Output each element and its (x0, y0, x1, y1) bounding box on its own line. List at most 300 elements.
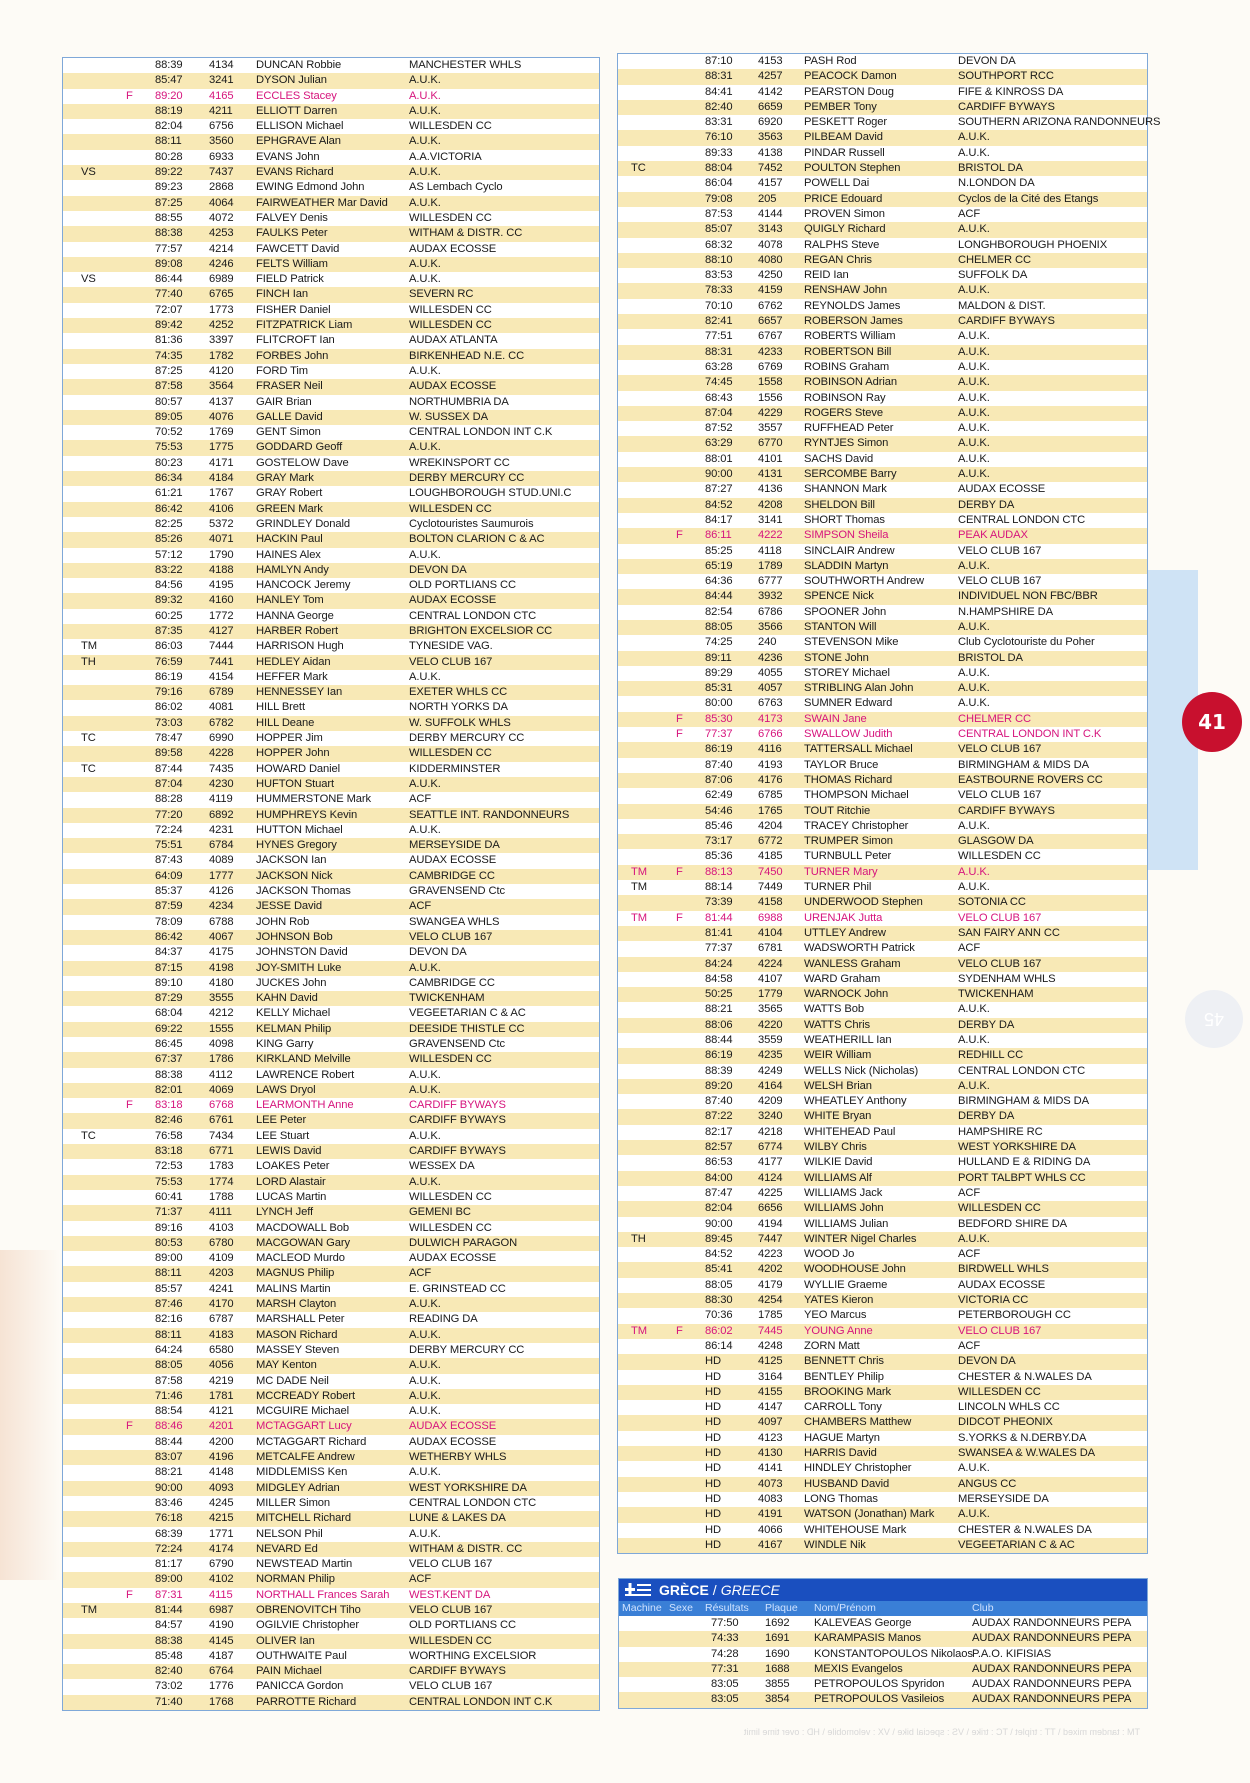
result-cell: 88:05 (705, 620, 733, 633)
result-cell: 89:20 (705, 1079, 733, 1092)
plate-cell: 4241 (209, 1282, 234, 1295)
result-cell: 84:17 (705, 513, 733, 526)
club-cell: A.U.K. (958, 330, 990, 343)
name-cell: HACKIN Paul (256, 533, 323, 546)
result-cell: 86:42 (155, 502, 183, 515)
table-row (618, 849, 1147, 864)
name-cell: TURNER Mary (804, 865, 878, 878)
plate-cell: 4157 (758, 177, 783, 190)
table-row (63, 486, 599, 501)
name-cell: WILLIAMS Alf (804, 1171, 872, 1184)
result-cell: 89:05 (155, 410, 183, 423)
plate-cell: 4093 (209, 1481, 234, 1494)
name-cell: NORMAN Philip (256, 1573, 335, 1586)
result-cell: HD (705, 1492, 721, 1505)
name-cell: JACKSON Thomas (256, 885, 351, 898)
greece-section (618, 1578, 1148, 1709)
club-cell: VELO CLUB 167 (958, 544, 1042, 557)
club-cell: WILLESDEN CC (409, 747, 492, 760)
plate-cell: 3563 (758, 131, 783, 144)
name-cell: HOPPER Jim (256, 732, 323, 745)
plate-cell: 1781 (209, 1389, 234, 1402)
name-cell: WHITEHEAD Paul (804, 1125, 896, 1138)
plate-cell: 4109 (209, 1252, 234, 1265)
name-cell: SHORT Thomas (804, 513, 885, 526)
table-row (618, 100, 1147, 115)
plate-cell: 4165 (209, 89, 234, 102)
name-cell: GRAY Robert (256, 487, 323, 500)
plate-cell: 6657 (758, 315, 783, 328)
name-cell: URENJAK Jutta (804, 911, 883, 924)
name-cell: LEARMONTH Anne (256, 1099, 354, 1112)
club-cell: A.U.K. (958, 1034, 990, 1046)
club-cell: CARDIFF BYWAYS (409, 1099, 506, 1112)
table-row (63, 777, 599, 792)
col-header-club: Club (972, 1602, 994, 1614)
club-cell: WILLESDEN CC (409, 120, 492, 133)
table-row (618, 1446, 1147, 1461)
table-row (63, 104, 599, 119)
plate-cell: 4057 (758, 682, 783, 695)
greece-rows (619, 1616, 1147, 1708)
plate-cell: 4187 (209, 1649, 234, 1662)
plate-cell: 7434 (209, 1129, 234, 1142)
table-row (618, 1538, 1147, 1553)
result-cell: 77:37 (705, 728, 733, 741)
table-row (618, 268, 1147, 283)
table-row (63, 89, 599, 104)
table-row (618, 314, 1147, 329)
plate-cell: 1690 (765, 1647, 790, 1660)
club-cell: CARDIFF BYWAYS (958, 100, 1055, 113)
club-cell: A.U.K. (958, 620, 990, 633)
club-cell: A.A.VICTORIA (409, 150, 482, 163)
result-cell: 86:44 (155, 273, 183, 286)
name-cell: MACLEOD Murdo (256, 1252, 345, 1265)
table-row (618, 544, 1147, 559)
plate-cell: 1555 (209, 1022, 234, 1035)
table-row (618, 742, 1147, 757)
table-row (63, 257, 599, 272)
club-cell: WILLESDEN CC (409, 1221, 492, 1234)
result-cell: 89:00 (155, 1573, 183, 1586)
table-row (63, 1190, 599, 1205)
name-cell: STONE John (804, 651, 869, 664)
result-cell: 87:22 (705, 1110, 733, 1123)
plate-cell: 6788 (209, 915, 234, 928)
name-cell: ROBINSON Adrian (804, 376, 898, 389)
club-cell: WEST YORKSHIRE DA (958, 1141, 1076, 1154)
club-cell: VELO CLUB 167 (409, 1680, 493, 1693)
table-row (63, 1618, 599, 1633)
club-cell: A.U.K. (409, 1083, 441, 1096)
club-cell: CAMBRIDGE CC (409, 976, 495, 989)
table-row (618, 1201, 1147, 1216)
name-cell: OGILVIE Christopher (256, 1619, 359, 1632)
result-cell: 77:37 (705, 942, 733, 955)
table-row (63, 685, 599, 700)
plate-cell: 4249 (758, 1064, 783, 1077)
table-row (619, 1662, 1147, 1677)
plate-cell: 4203 (209, 1267, 234, 1280)
name-cell: HUMMERSTONE Mark (256, 793, 372, 806)
name-cell: HANLEY Tom (256, 594, 324, 607)
name-cell: PESKETT Roger (804, 116, 888, 129)
club-cell: WITHAM & DISTR. CC (409, 227, 523, 240)
table-row (63, 1511, 599, 1526)
result-cell: 81:41 (705, 926, 733, 939)
name-cell: NORTHALL Frances Sarah (256, 1588, 390, 1601)
name-cell: RYNTJES Simon (804, 437, 889, 450)
result-cell: 88:30 (705, 1294, 733, 1307)
sex-cell: F (676, 911, 683, 924)
club-cell: VELO CLUB 167 (409, 1603, 493, 1616)
name-cell: TRUMPER Simon (804, 835, 893, 848)
table-row (63, 869, 599, 884)
club-cell: AUDAX RANDONNEURS PEPA (972, 1632, 1132, 1645)
result-cell: HD (705, 1385, 721, 1398)
table-row (618, 1293, 1147, 1308)
plate-cell: 4066 (758, 1523, 783, 1536)
club-cell: FIFE & KINROSS DA (958, 85, 1064, 98)
plate-cell: 4055 (758, 666, 783, 679)
name-cell: WILBY Chris (804, 1141, 867, 1154)
name-cell: WHITEHOUSE Mark (804, 1523, 907, 1536)
name-cell: WHEATLEY Anthony (804, 1095, 907, 1108)
plate-cell: 4073 (758, 1477, 783, 1490)
plate-cell: 6762 (758, 299, 783, 312)
name-cell: KELLY Michael (256, 1007, 331, 1020)
plate-cell: 4211 (209, 104, 233, 117)
table-row (63, 150, 599, 165)
name-cell: TURNBULL Peter (804, 850, 892, 863)
plate-cell: 4145 (209, 1634, 234, 1647)
name-cell: ROBINS Graham (804, 360, 890, 373)
table-row (63, 1251, 599, 1266)
col-header-machine: Machine (622, 1602, 662, 1614)
club-cell: WILLESDEN CC (958, 850, 1041, 863)
table-row (63, 1435, 599, 1450)
table-row (63, 1358, 599, 1373)
table-row (63, 792, 599, 807)
result-cell: 64:24 (155, 1343, 183, 1356)
result-cell: 83:53 (705, 269, 733, 282)
table-row (63, 639, 599, 654)
result-cell: 77:57 (155, 242, 183, 255)
name-cell: MASON Richard (256, 1328, 338, 1341)
table-row (618, 1415, 1147, 1430)
machine-cell: TM (631, 1324, 647, 1337)
result-cell: 86:02 (705, 1324, 733, 1337)
club-cell: PEAK AUDAX (958, 529, 1028, 542)
name-cell: WARD Graham (804, 972, 881, 985)
plate-cell: 3241 (209, 74, 234, 87)
result-cell: 87:40 (705, 1095, 733, 1108)
club-cell: ACF (409, 900, 432, 913)
plate-cell: 4191 (758, 1508, 783, 1521)
club-cell: A.U.K. (958, 682, 990, 695)
result-cell: 71:46 (155, 1389, 183, 1402)
name-cell: HUTTON Michael (256, 823, 343, 836)
plate-cell: 1790 (209, 548, 234, 561)
table-row (618, 1354, 1147, 1369)
plate-cell: 4123 (758, 1431, 783, 1444)
club-cell: DERBY MERCURY CC (409, 472, 525, 485)
machine-cell: TH (81, 655, 96, 668)
club-cell: KIDDERMINSTER (409, 762, 501, 775)
name-cell: SWALLOW Judith (804, 728, 893, 741)
result-cell: 82:41 (705, 315, 733, 328)
result-cell: 85:07 (705, 223, 733, 236)
table-row (618, 360, 1147, 375)
result-cell: 78:33 (705, 284, 733, 297)
result-cell: 84:00 (705, 1171, 733, 1184)
club-cell: EASTBOURNE ROVERS CC (958, 773, 1103, 786)
name-cell: MIDDLEMISS Ken (256, 1466, 348, 1479)
plate-cell: 4078 (758, 238, 783, 251)
result-cell: 70:36 (705, 1309, 733, 1322)
club-cell: SEVERN RC (409, 288, 474, 301)
club-cell: VELO CLUB 167 (958, 789, 1042, 802)
plate-cell: 4138 (758, 146, 783, 159)
table-row (619, 1647, 1147, 1662)
club-cell: AUDAX ECOSSE (409, 1435, 497, 1448)
plate-cell: 3555 (209, 992, 234, 1005)
table-row (63, 1328, 599, 1343)
club-cell: A.U.K. (958, 345, 990, 358)
result-cell: 87:10 (705, 55, 733, 67)
plate-cell: 4130 (758, 1447, 783, 1460)
plate-cell: 4200 (209, 1435, 234, 1448)
plate-cell: 4064 (209, 196, 234, 209)
table-row (618, 1217, 1147, 1232)
club-cell: A.U.K. (958, 391, 990, 404)
club-cell: A.U.K. (958, 1232, 990, 1245)
name-cell: REYNOLDS James (804, 299, 901, 312)
plate-cell: 1765 (758, 804, 783, 817)
table-row (618, 130, 1147, 145)
name-cell: REGAN Chris (804, 253, 872, 266)
result-cell: 63:29 (705, 437, 733, 450)
plate-cell: 3566 (758, 620, 783, 633)
name-cell: KALEVEAS George (814, 1617, 912, 1629)
name-cell: FRASER Neil (256, 380, 323, 393)
name-cell: WADSWORTH Patrick (804, 942, 915, 955)
plate-cell: 4248 (758, 1339, 783, 1352)
plate-cell: 6764 (209, 1665, 234, 1678)
name-cell: FAULKS Peter (256, 227, 328, 240)
table-row (618, 54, 1147, 69)
result-cell: 81:44 (705, 911, 733, 924)
table-row (618, 1186, 1147, 1201)
table-row (63, 548, 599, 563)
club-cell: BIRKENHEAD N.E. CC (409, 349, 525, 362)
table-row (618, 452, 1147, 467)
result-cell: 88:21 (155, 1466, 183, 1479)
result-cell: 88:38 (155, 1634, 183, 1647)
name-cell: FELTS William (256, 257, 328, 270)
result-cell: 77:50 (711, 1617, 739, 1629)
result-cell: 86:19 (155, 670, 183, 683)
table-row (63, 746, 599, 761)
plate-cell: 4223 (758, 1248, 783, 1261)
name-cell: MEXIS Evangelos (814, 1662, 903, 1675)
club-cell: WILLESDEN CC (409, 502, 492, 515)
result-cell: 88:38 (155, 227, 183, 240)
club-cell: BIRMINGHAM & MIDS DA (958, 758, 1090, 771)
name-cell: YEO Marcus (804, 1309, 867, 1322)
result-cell: 82:16 (155, 1313, 183, 1326)
name-cell: PEMBER Tony (804, 100, 877, 113)
club-cell: A.U.K. (409, 961, 441, 974)
result-cell: 70:52 (155, 426, 183, 439)
plate-cell: 7435 (209, 762, 234, 775)
plate-cell: 4153 (758, 55, 783, 67)
club-cell: A.U.K. (409, 823, 441, 836)
plate-cell: 4184 (209, 472, 234, 485)
sex-cell: F (676, 1324, 683, 1337)
name-cell: MALINS Martin (256, 1282, 331, 1295)
name-cell: PRICE Edouard (804, 192, 883, 205)
plate-cell: 1556 (758, 391, 783, 404)
name-cell: STRIBLING Alan John (804, 682, 914, 695)
table-row (618, 146, 1147, 161)
club-cell: A.U.K. (958, 819, 990, 832)
table-row (63, 1205, 599, 1220)
table-row (618, 972, 1147, 987)
name-cell: EWING Edmond John (256, 181, 365, 194)
club-cell: AUDAX ECOSSE (409, 1252, 497, 1265)
result-cell: 68:43 (705, 391, 733, 404)
background-wash-peach (0, 1250, 60, 1580)
table-row (63, 1159, 599, 1174)
table-row (63, 853, 599, 868)
plate-cell: 6780 (209, 1236, 234, 1249)
result-cell: 83:46 (155, 1496, 183, 1509)
club-cell: VELO CLUB 167 (958, 957, 1042, 970)
table-row (63, 1175, 599, 1190)
result-cell: 86:04 (705, 177, 733, 190)
result-cell: 82:04 (705, 1202, 733, 1215)
name-cell: JACKSON Ian (256, 854, 327, 867)
result-cell: 84:58 (705, 972, 733, 985)
result-cell: 88:11 (155, 135, 182, 148)
table-row (63, 1083, 599, 1098)
name-cell: LONG Thomas (804, 1492, 878, 1505)
club-cell: A.U.K. (409, 1374, 441, 1387)
table-row (618, 207, 1147, 222)
name-cell: HUMPHREYS Kevin (256, 808, 358, 821)
name-cell: WOOD Jo (804, 1248, 855, 1261)
result-cell: 87:44 (155, 762, 183, 775)
name-cell: FINCH Ian (256, 288, 308, 301)
club-cell: ACF (958, 207, 981, 220)
table-row (63, 410, 599, 425)
table-row (63, 456, 599, 471)
greece-column-headers (619, 1601, 1147, 1616)
plate-cell: 4194 (758, 1217, 783, 1230)
result-cell: HD (705, 1431, 721, 1444)
club-cell: A.U.K. (409, 74, 441, 87)
plate-cell: 4116 (758, 743, 782, 756)
result-cell: 88:14 (705, 881, 733, 894)
table-row (63, 945, 599, 960)
club-cell: A.U.K. (409, 1527, 441, 1540)
name-cell: WELLS Nick (Nicholas) (804, 1064, 919, 1077)
club-cell: CENTRAL LONDON INT C.K (409, 1695, 553, 1708)
club-cell: SWANGEA WHLS (409, 915, 500, 928)
result-cell: 84:41 (705, 85, 733, 98)
plate-cell: 6786 (758, 605, 783, 618)
result-cell: 88:06 (705, 1018, 733, 1031)
result-cell: 85:36 (705, 850, 733, 863)
plate-cell: 3143 (758, 223, 783, 236)
plate-cell: 4250 (758, 269, 783, 282)
table-row (63, 991, 599, 1006)
plate-cell: 4158 (758, 896, 783, 909)
result-cell: 82:25 (155, 517, 183, 530)
name-cell: LEE Peter (256, 1114, 307, 1127)
sex-cell: F (676, 865, 683, 878)
name-cell: WILLIAMS Jack (804, 1186, 883, 1199)
name-cell: LUCAS Martin (256, 1190, 327, 1203)
result-cell: 87:47 (705, 1186, 733, 1199)
name-cell: EVANS John (256, 150, 320, 163)
plate-cell: 1767 (209, 487, 234, 500)
table-row (63, 1343, 599, 1358)
plate-cell: 4121 (209, 1405, 234, 1418)
name-cell: HAINES Alex (256, 548, 321, 561)
result-cell: 87:35 (155, 624, 183, 637)
plate-cell: 4218 (758, 1125, 783, 1138)
plate-cell: 6763 (758, 697, 783, 710)
name-cell: BENNETT Chris (804, 1355, 884, 1368)
club-cell: A.U.K. (409, 441, 441, 454)
result-cell: HD (705, 1477, 721, 1490)
club-cell: SWANSEA & W.WALES DA (958, 1447, 1096, 1460)
club-cell: A.U.K. (958, 666, 990, 679)
plate-cell: 4137 (209, 395, 234, 408)
table-row (618, 1400, 1147, 1415)
plate-cell: 1789 (758, 559, 783, 572)
table-row (618, 651, 1147, 666)
name-cell: HUSBAND David (804, 1477, 890, 1490)
name-cell: WILLIAMS Julian (804, 1217, 889, 1230)
table-row (63, 1419, 599, 1434)
club-cell: BIRDWELL WHLS (958, 1263, 1049, 1276)
result-cell: 86:19 (705, 1049, 733, 1062)
result-cell: 85:26 (155, 533, 183, 546)
table-row (618, 69, 1147, 84)
name-cell: MAGNUS Philip (256, 1267, 335, 1280)
plate-cell: 4098 (209, 1038, 234, 1050)
result-cell: 88:54 (155, 1405, 183, 1418)
table-row (63, 762, 599, 777)
table-row (618, 345, 1147, 360)
table-row (63, 180, 599, 195)
plate-cell: 4208 (758, 498, 783, 511)
result-cell: 88:31 (705, 345, 733, 358)
result-cell: 84:52 (705, 1248, 733, 1261)
club-cell: AUDAX RANDONNEURS PEPA (972, 1617, 1132, 1629)
name-cell: NEVARD Ed (256, 1542, 318, 1555)
table-row (618, 1155, 1147, 1170)
plate-cell: 4071 (209, 533, 234, 546)
club-cell: N.HAMPSHIRE DA (958, 605, 1053, 618)
name-cell: UTTLEY Andrew (804, 926, 886, 939)
club-cell: HAMPSHIRE RC (958, 1125, 1043, 1138)
name-cell: TURNER Phil (804, 881, 872, 894)
